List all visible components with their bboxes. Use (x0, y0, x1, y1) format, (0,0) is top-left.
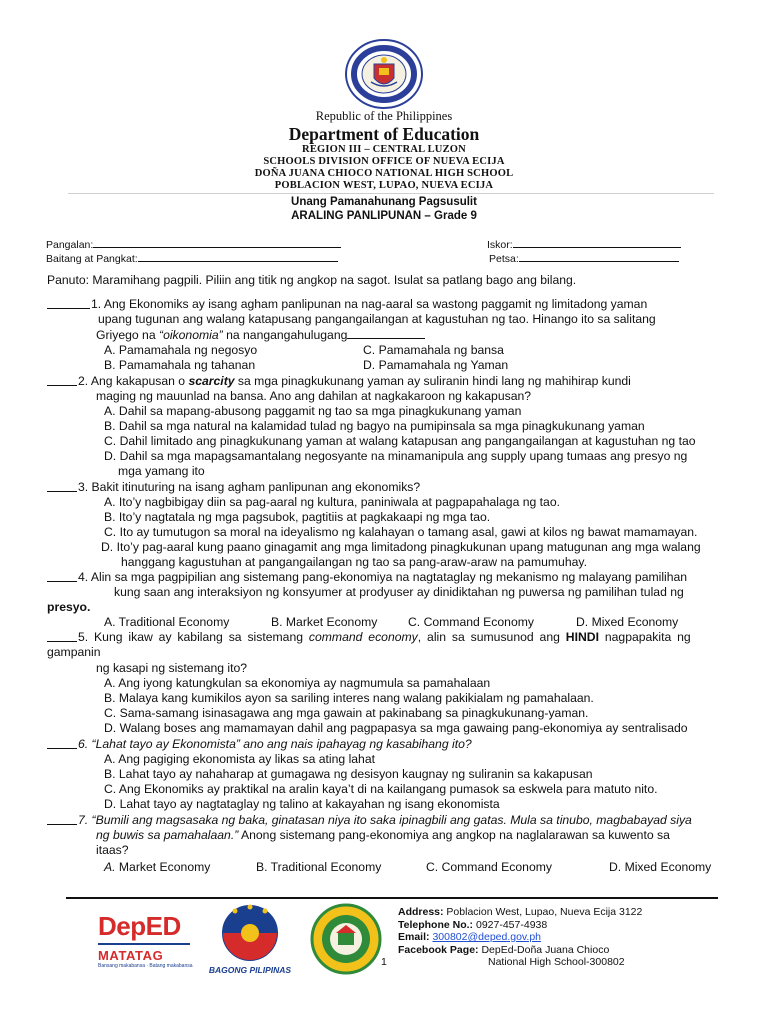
contact-block (398, 906, 642, 969)
q7-line3: itaas? (96, 843, 129, 857)
q6-stem: 6. “Lahat tayo ay Ekonomista” ano ang nais ipahayag ng kasabihang ito? (78, 737, 472, 751)
bagong-pilipinas-icon (205, 903, 295, 965)
q3-option-c[interactable]: C. Ito ay tumutugon sa moral na ideyalismo ng kalahayan o tamang asal, gawi at kilos ng bawat mamamayan. (104, 525, 698, 539)
seal-icon (344, 38, 424, 110)
q5-option-a[interactable]: A. Ang iyong katungkulan sa ekonomiya ay nagmumula sa pamahalaan (104, 676, 491, 690)
q5-line3: ng kasapi ng sistemang ito? (96, 661, 248, 675)
q5-option-c[interactable]: C. Sama-samang isinasagawa ang mga gawain at pakinabang sa pinagkukunang-yaman. (104, 706, 589, 720)
q3-option-a[interactable]: A. Ito’y nagbibigay diin sa pag-aaral ng kultura, paniniwala at pagpapahalaga ng tao. (104, 495, 561, 509)
q5-line1 (78, 630, 691, 645)
q2-option-d[interactable]: D. Dahil sa mga mapagsamantalang negosyante na minamanipula ang supply upang tumaas ang presyo ng (104, 449, 688, 463)
q7-option-c[interactable]: C. Command Economy (426, 860, 552, 874)
phone-value: 0927-457-4938 (473, 918, 548, 931)
logo-rule (98, 943, 190, 945)
email-label: Email: (398, 931, 433, 943)
school-seal (310, 903, 382, 975)
matatag-tagline: Bansang makabansa · Batang makabansa (98, 963, 193, 969)
subject-title: ARALING PANLIPUNAN – Grade 9 (291, 210, 477, 222)
q7-option-a-letter: A. (104, 860, 116, 874)
deped-matatag-logo (98, 905, 202, 975)
name-blank[interactable] (93, 236, 341, 248)
q7-option-b[interactable]: B. Traditional Economy (256, 860, 382, 874)
q5-mid: , alin sa sumusunod ang (417, 630, 566, 644)
q1-line3-pre: Griyego na (96, 328, 160, 342)
q1-option-b[interactable]: B. Pamamahala ng tahanan (104, 358, 256, 372)
q7-option-a-text: Market Economy (115, 860, 211, 874)
q7-line2 (96, 828, 670, 843)
date-blank[interactable] (519, 250, 679, 262)
q5-post: nagpapakita ng (598, 630, 691, 644)
republic-line: Republic of the Philippines (315, 109, 453, 123)
score-field[interactable] (487, 236, 681, 251)
deped-wordmark: DepED (98, 911, 181, 941)
answer-blank-7[interactable] (47, 813, 77, 825)
name-field[interactable] (46, 236, 341, 251)
q3-option-d-cont: hanggang kagustuhan at pangangailangan ng tao sa pang-araw-araw na pamumuhay. (121, 555, 587, 569)
q1-term: “oikonomia” (159, 328, 223, 342)
q7-quote-end: ng buwis sa pamahalaan.” (96, 828, 239, 842)
email-row (398, 931, 642, 944)
exam-title: Unang Pamanahunang Pagsusulit (291, 196, 477, 208)
q1-line3-post: na nangangahulugang (222, 328, 348, 342)
department-title: Department of Education (288, 124, 480, 144)
email-link[interactable]: 300802@deped.gov.ph (432, 931, 541, 943)
q6-option-a[interactable]: A. Ang pagiging ekonomista ay likas sa ating lahat (104, 752, 376, 766)
grade-blank[interactable] (138, 250, 338, 262)
q2-post: sa mga pinagkukunang yaman ay suliranin hindi lang ng mahihirap kundi (234, 374, 631, 388)
answer-blank-4[interactable] (47, 570, 77, 582)
phone-label: Telephone No.: (398, 918, 474, 931)
q4-option-b[interactable]: B. Market Economy (271, 615, 378, 629)
q6-option-d[interactable]: D. Lahat tayo ay nagtataglay ng talino at kakayahan ng isang ekonomista (104, 797, 500, 811)
answer-blank-3[interactable] (47, 480, 77, 492)
q1-option-c[interactable]: C. Pamamahala ng bansa (363, 343, 504, 357)
score-blank[interactable] (513, 236, 681, 248)
q4-option-d[interactable]: D. Mixed Economy (576, 615, 679, 629)
address-value: Poblacion West, Lupao, Nueva Ecija 3122 (443, 906, 643, 918)
q5-option-b[interactable]: B. Malaya kang kumikilos ayon sa sariling interes nang walang pakikialam ng pamahalaan. (104, 691, 594, 705)
school-address-line: POBLACION WEST, LUPAO, NUEVA ECIJA (274, 180, 494, 191)
division-line: SCHOOLS DIVISION OFFICE OF NUEVA ECIJA (263, 156, 505, 167)
q1-inline-blank (347, 327, 425, 339)
q7-option-d[interactable]: D. Mixed Economy (609, 860, 712, 874)
header-divider (68, 193, 714, 194)
q4-option-c[interactable]: C. Command Economy (408, 615, 534, 629)
answer-blank-2[interactable] (47, 374, 77, 386)
q1-option-a[interactable]: A. Pamamahala ng negosyo (104, 343, 258, 357)
q6-option-b[interactable]: B. Lahat tayo ay nahaharap at gumagawa ng desisyon kaugnay ng suliranin sa kakapusan (104, 767, 593, 781)
q4-line3: presyo. (47, 600, 91, 614)
q5-term: command economy (308, 630, 418, 644)
score-label: Iskor: (487, 239, 513, 251)
address-row (398, 906, 642, 919)
bagong-pilipinas-logo (205, 903, 295, 977)
q3-stem: 3. Bakit itinuturing na isang agham panlipunan ang ekonomiks? (78, 480, 421, 494)
q3-option-b[interactable]: B. Ito’y nagtatala ng mga pagsubok, pagtitiis at pagkakaapi ng mga tao. (104, 510, 491, 524)
grade-label: Baitang at Pangkat: (46, 253, 138, 265)
q1-line2: upang tugunan ang walang katapusang pangangailangan at kagustuhan ng tao. Hinango ito sa salitang (98, 312, 656, 326)
q6-option-c[interactable]: C. Ang Ekonomiks ay praktikal na aralin kaya’t di na kailangang pumasok sa eskwela para matuto nito. (104, 782, 658, 796)
phone-row (398, 919, 642, 932)
q2-option-a[interactable]: A. Dahil sa mapang-abusong paggamit ng tao sa mga pinagkukunang yaman (104, 404, 522, 418)
matatag-wordmark: MATATAG (98, 948, 164, 963)
deped-seal (344, 38, 424, 110)
grade-field[interactable] (46, 250, 338, 265)
answer-blank-1[interactable] (47, 297, 90, 309)
q2-option-c[interactable]: C. Dahil limitado ang pinagkukunang yaman at walang katapusan ang pangangailangan at kagustuhan ng tao (104, 434, 696, 448)
q2-line1 (78, 374, 631, 389)
footer-divider (66, 897, 718, 899)
address-label: Address: (398, 906, 444, 918)
q2-line2: maging ng mauunlad na bansa. Ano ang dahilan at nagkakaroon ng kakapusan? (96, 389, 532, 403)
q5-line2: gampanin (47, 645, 101, 659)
region-line: REGION III – CENTRAL LUZON (302, 144, 466, 155)
instructions: Panuto: Maramihang pagpili. Piliin ang titik ng angkop na sagot. Isulat sa patlang bago ang bilang. (47, 273, 577, 287)
page-number: 1 (381, 956, 387, 968)
q7-line2-post: Anong sistemang pang-ekonomiya ang angkop na naglalarawan sa kuwento sa (238, 828, 670, 842)
answer-blank-5[interactable] (47, 630, 77, 642)
q4-line2: kung saan ang interaksiyon ng konsyumer at prodyuser ay dinidiktahan ng puwersa ng pamilihan tulad ng (114, 585, 684, 599)
facebook-row (398, 944, 642, 957)
school-line: DOÑA JUANA CHIOCO NATIONAL HIGH SCHOOL (254, 168, 514, 179)
q2-term: scarcity (188, 374, 235, 388)
q5-pre: 5. Kung ikaw ay kabilang sa sistemang (78, 630, 309, 644)
q1-option-d[interactable]: D. Pamamahala ng Yaman (363, 358, 509, 372)
bagong-pilipinas-text: BAGONG PILIPINAS (208, 965, 292, 975)
q4-line1: 4. Alin sa mga pagpipilian ang sistemang pang-ekonomiya na nagtataglay ng mekanismo ng malayang pamilihan (78, 570, 688, 584)
q4-option-a[interactable]: A. Traditional Economy (104, 615, 230, 629)
date-field[interactable] (489, 250, 679, 265)
q7-line1: 7. “Bumili ang magsasaka ng baka, ginatasan niya ito saka ipinagbili ang gatas. Mula sa tinubo, magbabayad siya (78, 813, 692, 827)
facebook-label: Facebook Page: (398, 943, 479, 956)
q2-option-d-cont: mga yamang ito (118, 464, 205, 478)
facebook-row-cont: National High School-300802 (488, 956, 625, 968)
q1-line3 (96, 327, 425, 343)
answer-blank-6[interactable] (47, 737, 77, 749)
date-label: Petsa: (489, 253, 519, 265)
name-label: Pangalan: (46, 239, 94, 251)
q2-option-b[interactable]: B. Dahil sa mga natural na kalamidad tulad ng bagyo na pumipinsala sa mga pinagkukunang yaman (104, 419, 645, 433)
q1-line1: 1. Ang Ekonomiks ay isang agham panlipunan na nag-aaral sa wastong paggamit ng limitadong yaman (91, 297, 648, 311)
q5-option-d[interactable]: D. Walang boses ang mamamayan dahil ang pagpapasya sa mga gawaing pang-ekonomiya ay sentralisado (104, 721, 688, 735)
facebook-value: DepEd-Doña Juana Chioco (478, 943, 610, 956)
q5-emphasis: HINDI (565, 630, 599, 644)
q7-option-a[interactable] (104, 860, 210, 874)
q2-pre: 2. Ang kakapusan o (78, 374, 189, 388)
school-seal-icon (310, 903, 382, 975)
q3-option-d[interactable]: D. Ito’y pag-aaral kung paano ginagamit ang mga limitadong pinagkukunan upang matugunan ang mga walang (101, 540, 701, 554)
